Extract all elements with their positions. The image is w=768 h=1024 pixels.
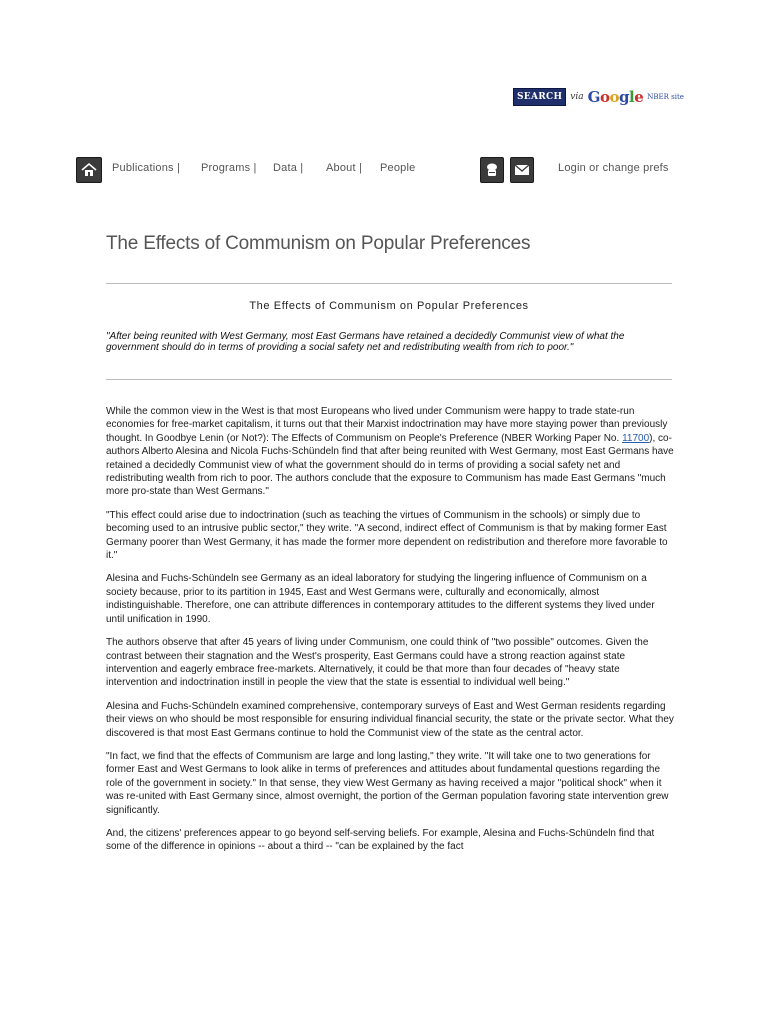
article-paragraph: And, the citizens' preferences appear to go beyond self-serving beliefs. For example, Alesina and Fuchs-Schündeln find that some of the difference in opinions -- about a third -- "can be explained by the fact: [106, 827, 655, 853]
working-paper-link[interactable]: 11700: [622, 432, 650, 444]
article-paragraph: The authors observe that after 45 years of living under Communism, one could think of "two possible" outcomes. Given the contrast between their stagnation and the West's prosperity, East Germans could have a strong reaction against state intervention and eagerly embrace free-markets. Alternatively, it could be that more than four decades of "heavy state intervention and indoctrination instill in people the view that the state is essential to individual well being.": [106, 637, 649, 689]
search-scope-label: NBER site: [647, 93, 684, 101]
article-paragraph: Alesina and Fuchs-Schündeln see Germany as an ideal laboratory for studying the lingering influence of Communism on a society because, prior to its partition in 1945, East and West Germans were, culturally and economically, almost indistinguishable. Therefore, one can attribute differences in contemporary attitudes to the different systems they lived under until unification in 1990.: [106, 573, 655, 625]
site-search-badge[interactable]: [513, 86, 695, 108]
top-navigation: [76, 157, 686, 183]
divider-top: [106, 283, 672, 284]
nav-link-people[interactable]: People: [380, 162, 416, 174]
login-link[interactable]: Login or change prefs: [558, 162, 669, 174]
divider-bottom: [106, 379, 672, 380]
page-title: The Effects of Communism on Popular Preferences: [106, 233, 531, 254]
article-paragraph: "In fact, we find that the effects of Communism are large and long lasting," they write. "It will take one to two generations for former East and West Germans to look alike in terms of preferences and attitudes about fundamental questions regarding the role of the government in society." In that sense, they view West Germany as having received a major "political shock" when it was re-united with East Germany since, almost overnight, the portion of the German population favoring state intervention grew significantly.: [106, 750, 669, 816]
pull-quote: "After being reunited with West Germany, most East Germans have retained a decidedly Communist view of what the government should do in terms of providing a social safety net and redistributing wealth from rich to poor.": [106, 331, 625, 353]
nav-link-data[interactable]: Data |: [273, 162, 304, 174]
nav-link-programs[interactable]: Programs |: [201, 162, 257, 174]
article-paragraph: Alesina and Fuchs-Schündeln examined comprehensive, contemporary surveys of East and West German residents regarding their views on who should be most responsible for ensuring individual financial security, the state or the private sector. What they discovered is that most East Germans continue to hold the Communist view of the state as the central actor.: [106, 700, 674, 739]
article-paragraph: "This effect could arise due to indoctrination (such as teaching the virtues of Communism in the schools) or simply due to becoming used to an intrusive public sector," they write. "A second, indirect effect of Communism is that by making former East Germany poorer than West Germany, it has made the former more dependent on redistribution and therefore more favorable to it.": [106, 509, 668, 562]
home-icon[interactable]: [76, 157, 102, 183]
article-body: [106, 405, 674, 864]
nav-link-publications[interactable]: Publications |: [112, 162, 181, 174]
mail-icon[interactable]: [510, 157, 534, 183]
google-logo: Google: [587, 88, 644, 106]
nav-link-about[interactable]: About |: [326, 162, 363, 174]
article-paragraph: While the common view in the West is that most Europeans who lived under Communism were happy to trade state-run economies for free-market capitalism, it turns out that their Marxist indoctrination may have more staying power than previously thought. In Goodbye Lenin (or Not?): The Effects of Communism on People's Preference (NBER Working Paper No. 11700), co-authors Alberto Alesina and Nicola Fuchs-Schündeln find that after being reunited with West Germany, most East Germans have retained a decidedly Communist view of what the government should do in terms of providing a social safety net and redistributing wealth from rich to poor. The authors conclude that the exposure to Communism has made East Germans "much more pro-state than West Germans.": [106, 406, 674, 498]
article-subtitle: The Effects of Communism on Popular Preferences: [249, 300, 529, 312]
search-button[interactable]: SEARCH: [513, 88, 566, 106]
search-via-label: via: [570, 92, 584, 102]
book-icon[interactable]: [480, 157, 504, 183]
